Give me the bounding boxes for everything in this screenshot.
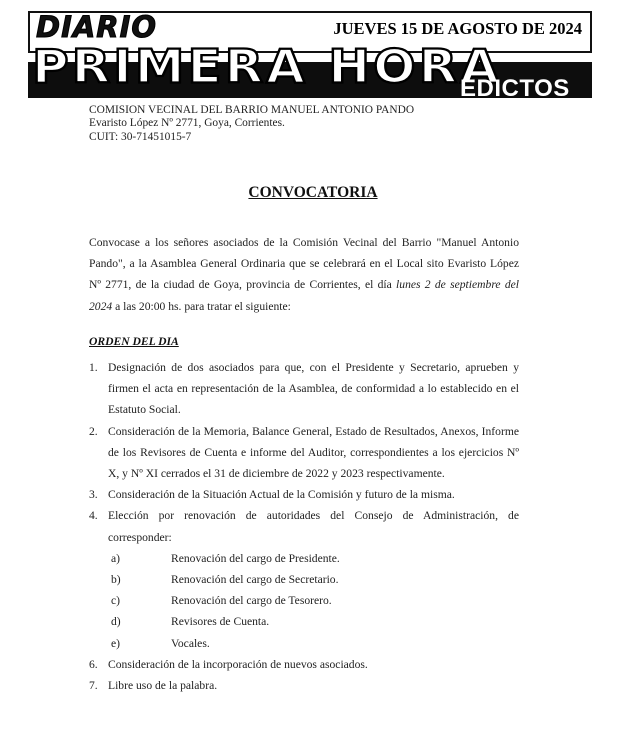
intro-text-end: a las 20:00 hs. para tratar el siguiente: xyxy=(112,299,291,313)
newspaper-header xyxy=(0,0,626,98)
edition-date: JUEVES 15 DE AGOSTO DE 2024 xyxy=(333,19,582,38)
subitem-letter: b) xyxy=(111,573,121,587)
intro-paragraph xyxy=(89,232,519,317)
subitem-text: Renovación del cargo de Secretario. xyxy=(171,573,339,587)
section-tag: EDICTOS xyxy=(460,75,570,98)
subitem-letter: d) xyxy=(111,615,121,629)
agenda-item-text: Designación de dos asociados para que, con el Presidente y Secretario, aprueben y firmen el acta en representación de la Asamblea, de conformidad a lo establecido en el Estatuto Social. xyxy=(108,361,519,417)
brand-primera-hora: PRIMERA HORA xyxy=(32,40,502,94)
agenda-item-number: 2. xyxy=(89,424,98,438)
brand-diario: DIARIO xyxy=(36,10,158,44)
intro-text: Convocase a los señores asociados de la Comisión Vecinal del Barrio "Manuel Antonio Pando", a la Asamblea General Ordinaria que se celebrará en el Local sito Evaristo López Nº 2771, de la ciudad de Goya, provincia de Corrientes, el día xyxy=(89,236,519,292)
subitem-letter: e) xyxy=(111,636,121,650)
subitem-text: Revisores de Cuenta. xyxy=(171,615,270,629)
agenda-subitem xyxy=(89,548,519,569)
agenda-subitem xyxy=(89,569,519,590)
agenda-item xyxy=(89,421,519,485)
agenda-item-number: 4. xyxy=(89,509,98,523)
agenda-item-text: Libre uso de la palabra. xyxy=(108,679,218,693)
agenda-item xyxy=(89,357,519,421)
org-name: COMISION VECINAL DEL BARRIO MANUEL ANTONIO PANDO xyxy=(89,104,415,116)
agenda-item-number: 3. xyxy=(89,488,98,502)
meeting-date: lunes 2 de septiembre del 2024 xyxy=(89,278,519,313)
agenda-subitem xyxy=(89,611,519,632)
agenda-item-text: Consideración de la incorporación de nuevos asociados. xyxy=(108,657,368,671)
agenda-subitem xyxy=(89,633,519,654)
agenda-item xyxy=(89,675,519,696)
document-title: CONVOCATORIA xyxy=(248,184,378,201)
agenda-item-text: Consideración de la Memoria, Balance General, Estado de Resultados, Anexos, Informe de los Revisores de Cuenta e informe del Auditor, correspondientes a los ejercicios Nº X, y Nº XI cerrados el 31 de diciembre de 2022 y 2023 respectivamente. xyxy=(108,424,519,481)
agenda-item xyxy=(89,484,519,505)
agenda-item-number: 6. xyxy=(89,657,98,671)
subitem-letter: a) xyxy=(111,551,121,565)
agenda-item-number: 7. xyxy=(89,679,98,693)
agenda-title: ORDEN DEL DIA xyxy=(89,335,179,348)
subitem-text: Renovación del cargo de Tesorero. xyxy=(171,594,332,608)
agenda-item xyxy=(89,654,519,675)
org-address: Evaristo López Nº 2771, Goya, Corrientes. xyxy=(89,117,285,130)
org-cuit: CUIT: 30-71451015-7 xyxy=(89,130,192,143)
agenda-item-text: Elección por renovación de autoridades del Consejo de Administración, de corresponder: xyxy=(108,509,519,544)
subitem-letter: c) xyxy=(111,594,121,608)
subitem-text: Vocales. xyxy=(171,636,210,650)
agenda-item-text: Consideración de la Situación Actual de la Comisión y futuro de la misma. xyxy=(108,488,455,502)
agenda-item xyxy=(89,505,519,547)
agenda-list xyxy=(89,357,519,696)
subitem-text: Renovación del cargo de Presidente. xyxy=(171,551,340,565)
agenda-subitem xyxy=(89,590,519,611)
agenda-item-number: 1. xyxy=(89,361,98,374)
organization-block xyxy=(89,104,414,144)
